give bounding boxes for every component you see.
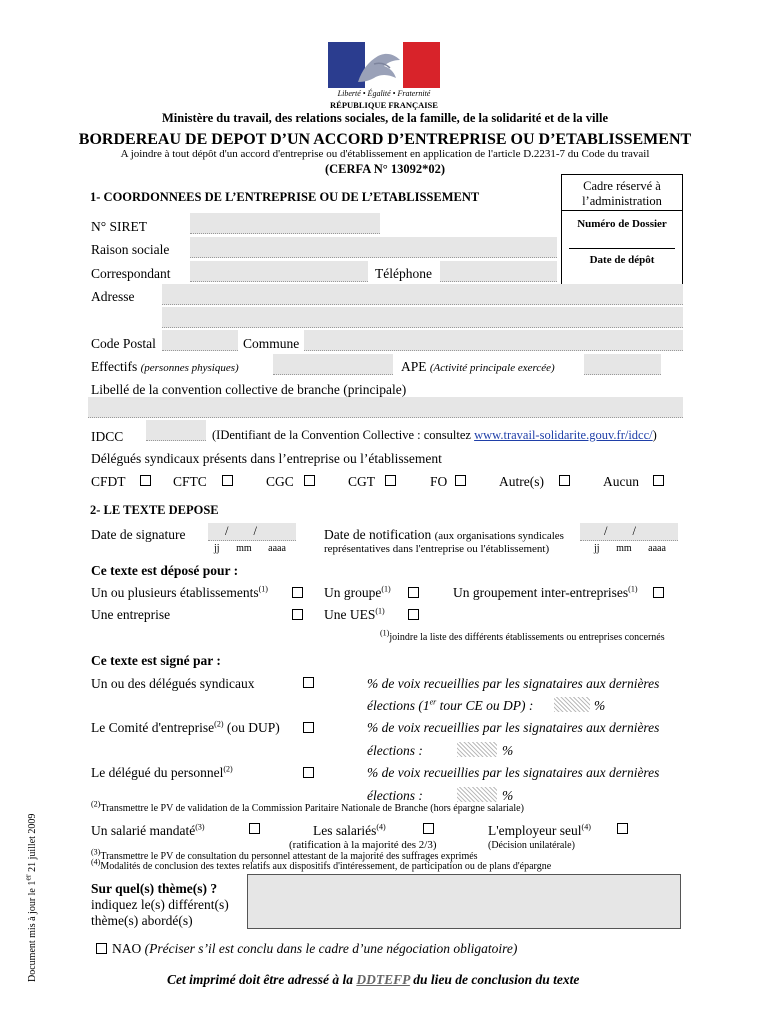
telephone-input[interactable] (440, 261, 557, 282)
nao-checkbox[interactable] (96, 943, 107, 954)
code-postal-label: Code Postal (91, 336, 156, 351)
commune-input[interactable] (304, 330, 683, 351)
signe-ce-elections: élections : (367, 743, 423, 758)
code-postal-input[interactable] (162, 330, 238, 351)
union-fo-label: FO (430, 474, 448, 489)
dossier-number-field[interactable] (569, 248, 675, 249)
telephone-label: Téléphone (375, 266, 432, 281)
date-signature-hint: jj mm aaaa (214, 543, 286, 554)
percent-sign: % (594, 698, 606, 713)
siret-input[interactable] (190, 213, 380, 234)
union-cgc-checkbox[interactable] (304, 475, 315, 486)
admin-box-title: Cadre réservé à l’administration (562, 175, 682, 211)
date-notification-hint: jj mm aaaa (594, 543, 666, 554)
ddtefp-link[interactable]: DDTEFP (356, 972, 410, 987)
date-notification-label: Date de notification (aux organisations syndicales (324, 527, 564, 542)
theme-line3: thème(s) abordé(s) (91, 913, 193, 928)
depose-ues-checkbox[interactable] (408, 609, 419, 620)
idcc-note: (IDentifiant de la Convention Collective : consultez www.travail-solidarite.gouv.fr/idcc/) (212, 428, 657, 442)
depose-etablissements-label: Un ou plusieurs établissements$^{(1)}$ (91, 584, 268, 600)
effectifs-label: Effectifs (personnes physiques) (91, 359, 239, 374)
delegues-label: Délégués syndicaux présents dans l’entreprise ou l’établissement (91, 451, 442, 466)
employeur-note: (Décision unilatérale) (488, 840, 575, 851)
form-subtitle: A joindre à tout dépôt d'un accord d'entreprise ou d'établissement en application de l'article D.2231-7 du Code du travail (120, 148, 650, 160)
signe-delegues-elections: élections (1er tour CE ou DP) : (367, 697, 534, 713)
union-cfdt-checkbox[interactable] (140, 475, 151, 486)
idcc-input[interactable] (146, 420, 206, 441)
union-cgc-label: CGC (266, 474, 294, 489)
signe-ce-voix: % de voix recueillies par les signataires aux dernières (367, 720, 660, 735)
percent-sign: % (502, 788, 514, 803)
depose-heading: Ce texte est déposé pour : (91, 563, 239, 578)
nao-label: NAO (Préciser s’il est conclu dans le cadre d’une négociation obligatoire) (112, 941, 518, 956)
union-fo-checkbox[interactable] (455, 475, 466, 486)
salaries-checkbox[interactable] (423, 823, 434, 834)
commune-label: Commune (243, 336, 300, 351)
date-signature-input[interactable]: / / (208, 523, 296, 541)
signe-delegues-voix: % de voix recueillies par les signataires aux dernières (367, 676, 660, 691)
dossier-number-label: Numéro de Dossier (577, 218, 667, 230)
salaries-note: (ratification à la majorité des 2/3) (289, 839, 437, 851)
signe-ce-checkbox[interactable] (303, 722, 314, 733)
ministry-name: Ministère du travail, des relations sociales, de la famille, de la solidarité et de la ville (161, 111, 608, 125)
date-notification-input[interactable]: / / (580, 523, 678, 541)
theme-heading: Sur quel(s) thème(s) ? (91, 881, 218, 896)
depose-groupe-label: Un groupe$^{(1)}$ (324, 584, 391, 600)
footnote-4: $^{(4)}$Modalités de conclusion des textes relatifs aux dispositifs d'intéressement, de participation ou de plans d'épargne (91, 857, 552, 872)
signe-dp-elections: élections : (367, 788, 423, 803)
effectifs-input[interactable] (273, 354, 393, 375)
depose-etablissements-checkbox[interactable] (292, 587, 303, 598)
correspondant-input[interactable] (190, 261, 368, 282)
depose-entreprise-checkbox[interactable] (292, 609, 303, 620)
signe-dp-voix: % de voix recueillies par les signataires aux dernières (367, 765, 660, 780)
nao-note: (Préciser s’il est conclu dans le cadre d’une négociation obligatoire) (144, 941, 518, 956)
admin-box (561, 174, 683, 300)
union-autres-label: Autre(s) (499, 474, 544, 489)
salaries-label: Les salariés$^{(4)}$ (313, 822, 386, 838)
signe-dp-percent-input[interactable] (457, 787, 497, 802)
ape-label: APE (Activité principale exercée) (401, 359, 555, 374)
date-depot-label: Date de dépôt (589, 254, 655, 266)
signe-delegues-percent-input[interactable] (554, 697, 590, 712)
adresse-input-line1[interactable] (162, 284, 683, 305)
depose-groupe-checkbox[interactable] (408, 587, 419, 598)
side-update-note: Document mis à jour le 1er 21 juillet 2009 (23, 813, 38, 982)
cerfa-number: (CERFA N° 13092*02) (324, 162, 446, 176)
footnote-3: $^{(3)}$Transmettre le PV de consultation du personnel attestant de la majorité des suffrages exprimés (91, 847, 478, 862)
depose-groupement-label: Un groupement inter-entreprises$^{(1)}$ (453, 584, 638, 600)
percent-sign: % (502, 743, 514, 758)
logo-motto: Liberté • Égalité • Fraternité (337, 89, 431, 98)
union-cftc-checkbox[interactable] (222, 475, 233, 486)
signe-delegues-label: Un ou des délégués syndicaux (91, 676, 255, 691)
employeur-label: L'employeur seul$^{(4)}$ (488, 822, 591, 838)
signe-dp-label: Le délégué du personnel$^{(2)}$ (91, 764, 233, 780)
raison-sociale-label: Raison sociale (91, 242, 170, 257)
union-cgt-label: CGT (348, 474, 375, 489)
signe-heading: Ce texte est signé par : (91, 653, 221, 668)
signe-ce-label: Le Comité d'entreprise$^{(2)}$ (ou DUP) (91, 719, 280, 735)
section1-heading: 1- COORDONNEES DE L’ENTREPRISE OU DE L’ETABLISSEMENT (90, 190, 480, 204)
correspondant-label: Correspondant (91, 266, 171, 281)
union-cgt-checkbox[interactable] (385, 475, 396, 486)
union-aucun-label: Aucun (603, 474, 639, 489)
footnote-2: $^{(2)}$Transmettre le PV de validation de la Commission Paritaire Nationale de Branche (hors épargne salariale) (91, 799, 524, 814)
footer-instruction: Cet imprimé doit être adressé à la DDTEFP du lieu de conclusion du texte (167, 972, 580, 987)
union-aucun-checkbox[interactable] (653, 475, 664, 486)
logo-republic: RÉPUBLIQUE FRANÇAISE (330, 100, 438, 110)
union-autres-checkbox[interactable] (559, 475, 570, 486)
marianne-icon (328, 42, 440, 88)
union-cftc-label: CFTC (173, 474, 207, 489)
signe-ce-percent-input[interactable] (457, 742, 497, 757)
ape-input[interactable] (584, 354, 661, 375)
idcc-link[interactable]: www.travail-solidarite.gouv.fr/idcc/ (474, 428, 653, 442)
marianne-logo (328, 42, 440, 112)
convention-label: Libellé de la convention collective de branche (principale) (91, 382, 407, 397)
depose-entreprise-label: Une entreprise (91, 607, 171, 622)
raison-sociale-input[interactable] (190, 237, 557, 258)
section2-heading: 2- LE TEXTE DEPOSE (90, 503, 219, 517)
footnote-1: $^{(1)}$joindre la liste des différents établissements ou entreprises concernés (380, 628, 665, 643)
theme-textarea[interactable] (247, 874, 681, 929)
theme-line2: indiquez le(s) différent(s) (91, 897, 229, 912)
salarie-mandate-checkbox[interactable] (249, 823, 260, 834)
siret-label: N° SIRET (91, 219, 148, 234)
effectifs-note: (personnes physiques) (140, 362, 239, 374)
date-notification-note: représentatives dans l'entreprise ou l'établissement) (324, 543, 550, 555)
adresse-label: Adresse (91, 289, 135, 304)
signe-delegues-checkbox[interactable] (303, 677, 314, 688)
employeur-checkbox[interactable] (617, 823, 628, 834)
signe-dp-checkbox[interactable] (303, 767, 314, 778)
depose-groupement-checkbox[interactable] (653, 587, 664, 598)
depose-ues-label: Une UES$^{(1)}$ (324, 606, 385, 622)
idcc-label: IDCC (91, 429, 124, 444)
salarie-mandate-label: Un salarié mandaté$^{(3)}$ (91, 822, 205, 838)
form-title: BORDEREAU DE DEPOT D’UN ACCORD D’ENTREPRISE OU D’ETABLISSEMENT (78, 131, 692, 148)
ape-note: (Activité principale exercée) (429, 362, 555, 374)
adresse-input-line2[interactable] (162, 307, 683, 328)
convention-input[interactable] (88, 397, 683, 418)
union-cfdt-label: CFDT (91, 474, 126, 489)
date-signature-label: Date de signature (91, 527, 186, 542)
